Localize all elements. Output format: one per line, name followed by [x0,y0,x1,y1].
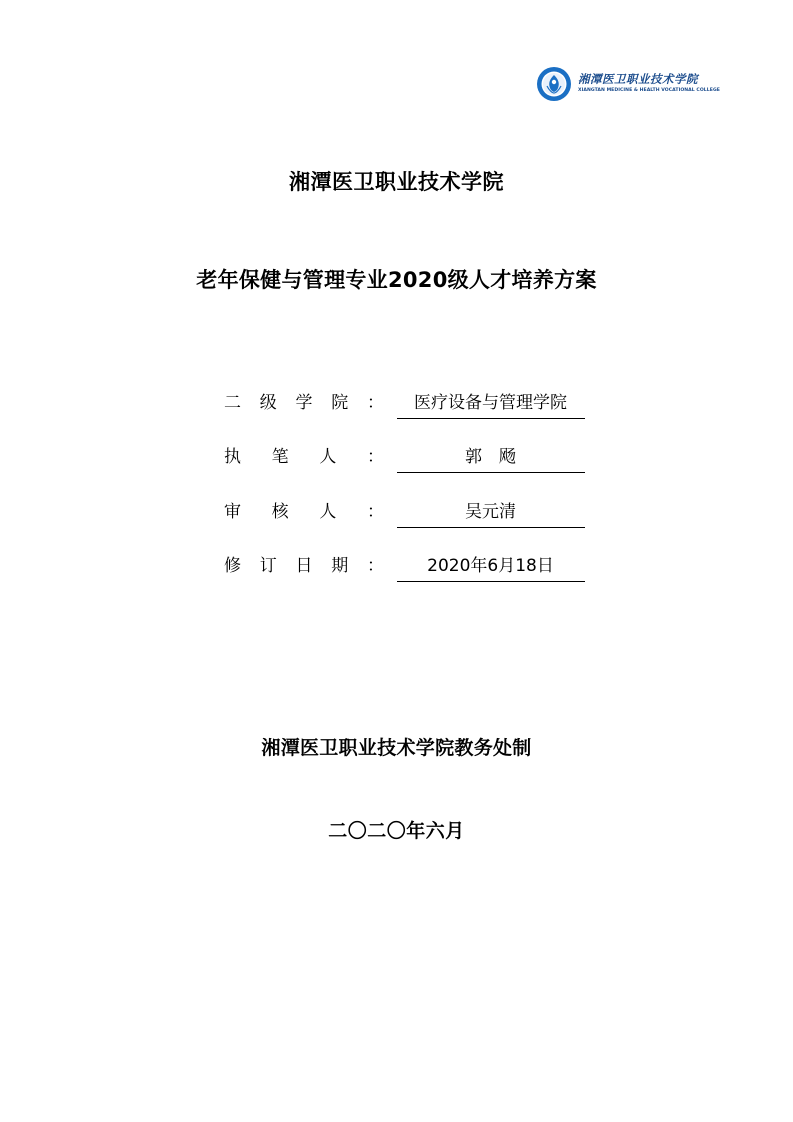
issuing-office: 湘潭医卫职业技术学院教务处制 [261,737,532,759]
info-row-revision-date [0,537,793,592]
info-row-reviewer [0,483,793,538]
label-char: 日 [295,556,313,576]
label-char: 级 [259,393,277,413]
label-char: 核 [271,502,289,522]
label-char: ： [367,393,384,413]
info-row-department [0,374,793,429]
label-char: 审 [224,502,241,522]
info-label-author [224,442,384,467]
underline [397,418,585,419]
school-title: 湘潭医卫职业技术学院 [289,170,504,194]
info-row-author [0,428,793,483]
underline [397,581,585,582]
label-char: 执 [224,447,241,467]
info-value-revision-date: 2020年6月18日 [427,556,554,576]
logo-name-cn: 湘潭医卫职业技术学院 [578,72,698,86]
plan-title: 老年保健与管理专业2020级人才培养方案 [196,268,597,292]
issue-date: 二〇二〇年六月 [328,820,465,842]
label-char: 笔 [271,447,289,467]
label-char: 人 [319,502,337,522]
label-char: 修 [224,556,241,576]
label-char: 人 [319,447,337,467]
label-char: ： [367,556,384,576]
info-label-reviewer [224,497,384,522]
logo-name-en: XIANGTAN MEDICINE & HEALTH VOCATIONAL COLLEGE [578,88,720,93]
info-value-department: 医疗设备与管理学院 [414,393,567,413]
label-char: 院 [331,393,349,413]
info-value-reviewer: 吴元清 [465,502,516,522]
label-char: 学 [295,393,313,413]
label-char: ： [366,447,384,467]
underline [397,472,585,473]
label-char: 期 [331,556,349,576]
info-label-revision-date [224,551,384,576]
info-value-author: 郭 飏 [465,447,516,467]
label-char: 二 [224,393,241,413]
label-char: 订 [259,556,277,576]
college-logo [536,66,720,106]
college-emblem-icon [536,66,572,102]
label-char: ： [366,502,384,522]
underline [397,527,585,528]
info-label-department [224,388,384,413]
